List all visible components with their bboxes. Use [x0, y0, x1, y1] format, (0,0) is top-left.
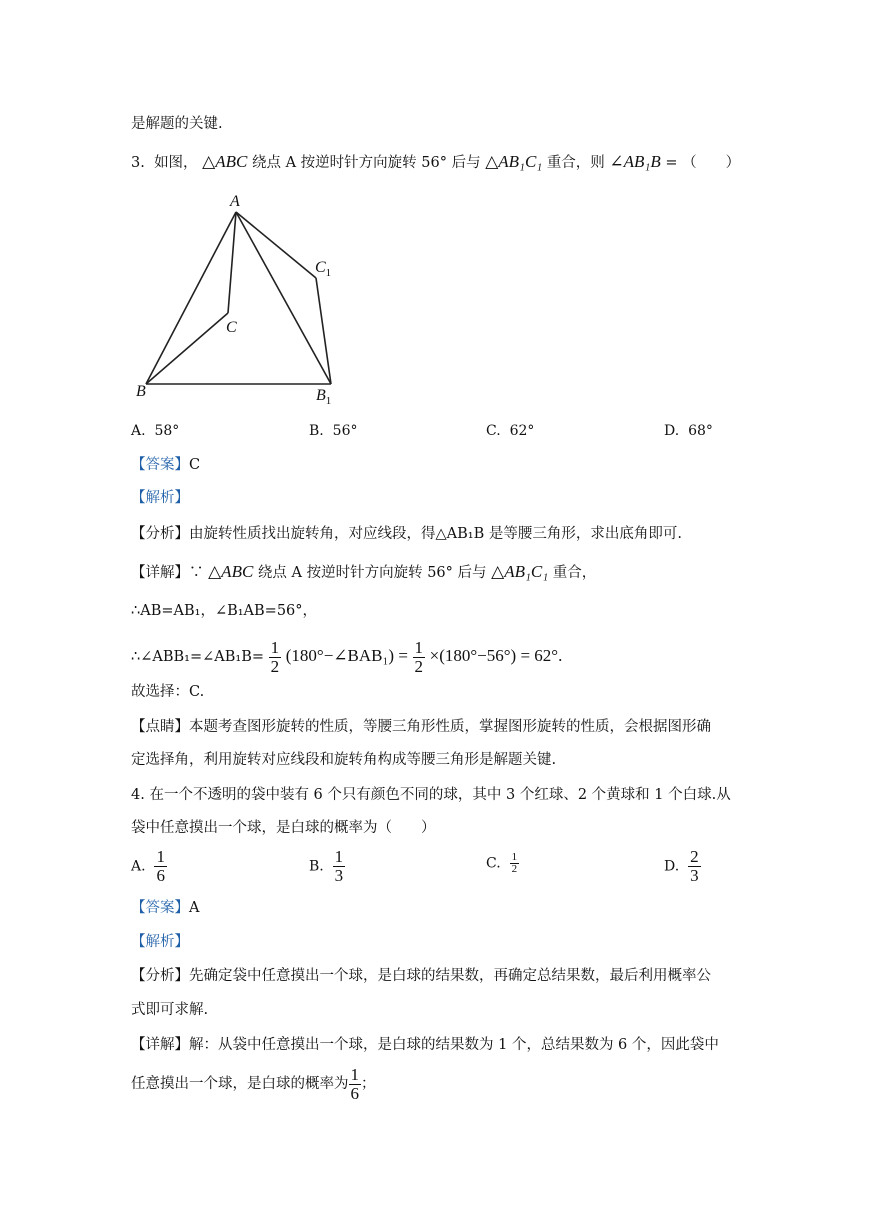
label-C1: $C_1$: [315, 259, 332, 279]
question-4-line2: 袋中任意摸出一个球，是白球的概率为（ ）: [131, 820, 436, 836]
text-line: 是解题的关键.: [131, 116, 223, 132]
detail-4-line1: 【详解】解：从袋中任意摸出一个球，是白球的结果数为 1 个，总结果数为 6 个，因此袋中: [131, 1037, 719, 1053]
label-B: B: [136, 383, 146, 400]
label-C: C: [226, 319, 237, 336]
geometry-figure: [128, 188, 358, 408]
comment-3-line1: 【点睛】本题考查图形旋转的性质，等腰三角形性质，掌握图形旋转的性质，会根据图形确: [131, 719, 711, 735]
segment-AC1: [236, 212, 316, 278]
analysis-4-line2: 式即可求解.: [131, 1002, 209, 1018]
option-d: D. 68°: [664, 423, 713, 439]
analysis-4-heading: 【解析】: [131, 934, 189, 950]
label-A: A: [230, 193, 240, 210]
analysis-3-heading: 【解析】: [131, 490, 189, 506]
option-b-q4: B. $\frac{1}{3}$: [309, 847, 344, 885]
answer-4: 【答案】A: [131, 900, 200, 916]
choose-3: 故选择：C.: [131, 684, 205, 700]
step-2: ∴∠ABB₁=∠AB₁B= $\frac{1}{2}$ (180°−∠BAB₁) = $\frac{1}{2}$ ×(180°−56°) = 62°.: [131, 637, 563, 676]
analysis-4-line1: 【分析】先确定袋中任意摸出一个球，是白球的结果数，再确定总结果数，最后利用概率公: [131, 968, 711, 984]
detail-3: 【详解】∵ △ABC 绕点 A 按逆时针方向旋转 56° 后与 △AB₁C₁ 重合，: [131, 562, 597, 581]
option-c-q4: C. $\frac{1}{2}$: [486, 851, 518, 875]
comment-3-line2: 定选择角，利用旋转对应线段和旋转角构成等腰三角形是解题关键.: [131, 752, 557, 768]
question-4-line1: 4. 在一个不透明的袋中装有 6 个只有颜色不同的球，其中 3 个红球、2 个黄球和 1 个白球.从: [131, 787, 731, 803]
option-d-q4: D. $\frac{2}{3}$: [664, 847, 699, 885]
segment-C1B1: [316, 278, 331, 384]
option-c: C. 62°: [486, 423, 535, 439]
detail-4-line2: 任意摸出一个球，是白球的概率为 $\frac{1}{6}$ ；: [131, 1064, 376, 1103]
question-3: 3. 如图， △ABC 绕点 A 按逆时针方向旋转 56° 后与 △AB₁C₁ 重合，则 ∠AB₁B = （ ）: [131, 152, 741, 171]
segment-AB: [146, 212, 236, 384]
label-B1: $B_1$: [316, 387, 332, 407]
option-b: B. 56°: [309, 423, 358, 439]
segment-CB: [146, 313, 228, 384]
step-1: ∴AB=AB₁，∠B₁AB=56°，: [131, 603, 318, 619]
segment-AB1: [236, 212, 331, 384]
analysis-3: 【分析】由旋转性质找出旋转角，对应线段，得△AB₁B 是等腰三角形，求出底角即可.: [131, 526, 682, 542]
answer-3: 【答案】C: [131, 457, 201, 473]
option-a-q4: A. $\frac{1}{6}$: [131, 847, 165, 885]
segment-AC: [228, 212, 236, 313]
option-a: A. 58°: [131, 423, 180, 439]
